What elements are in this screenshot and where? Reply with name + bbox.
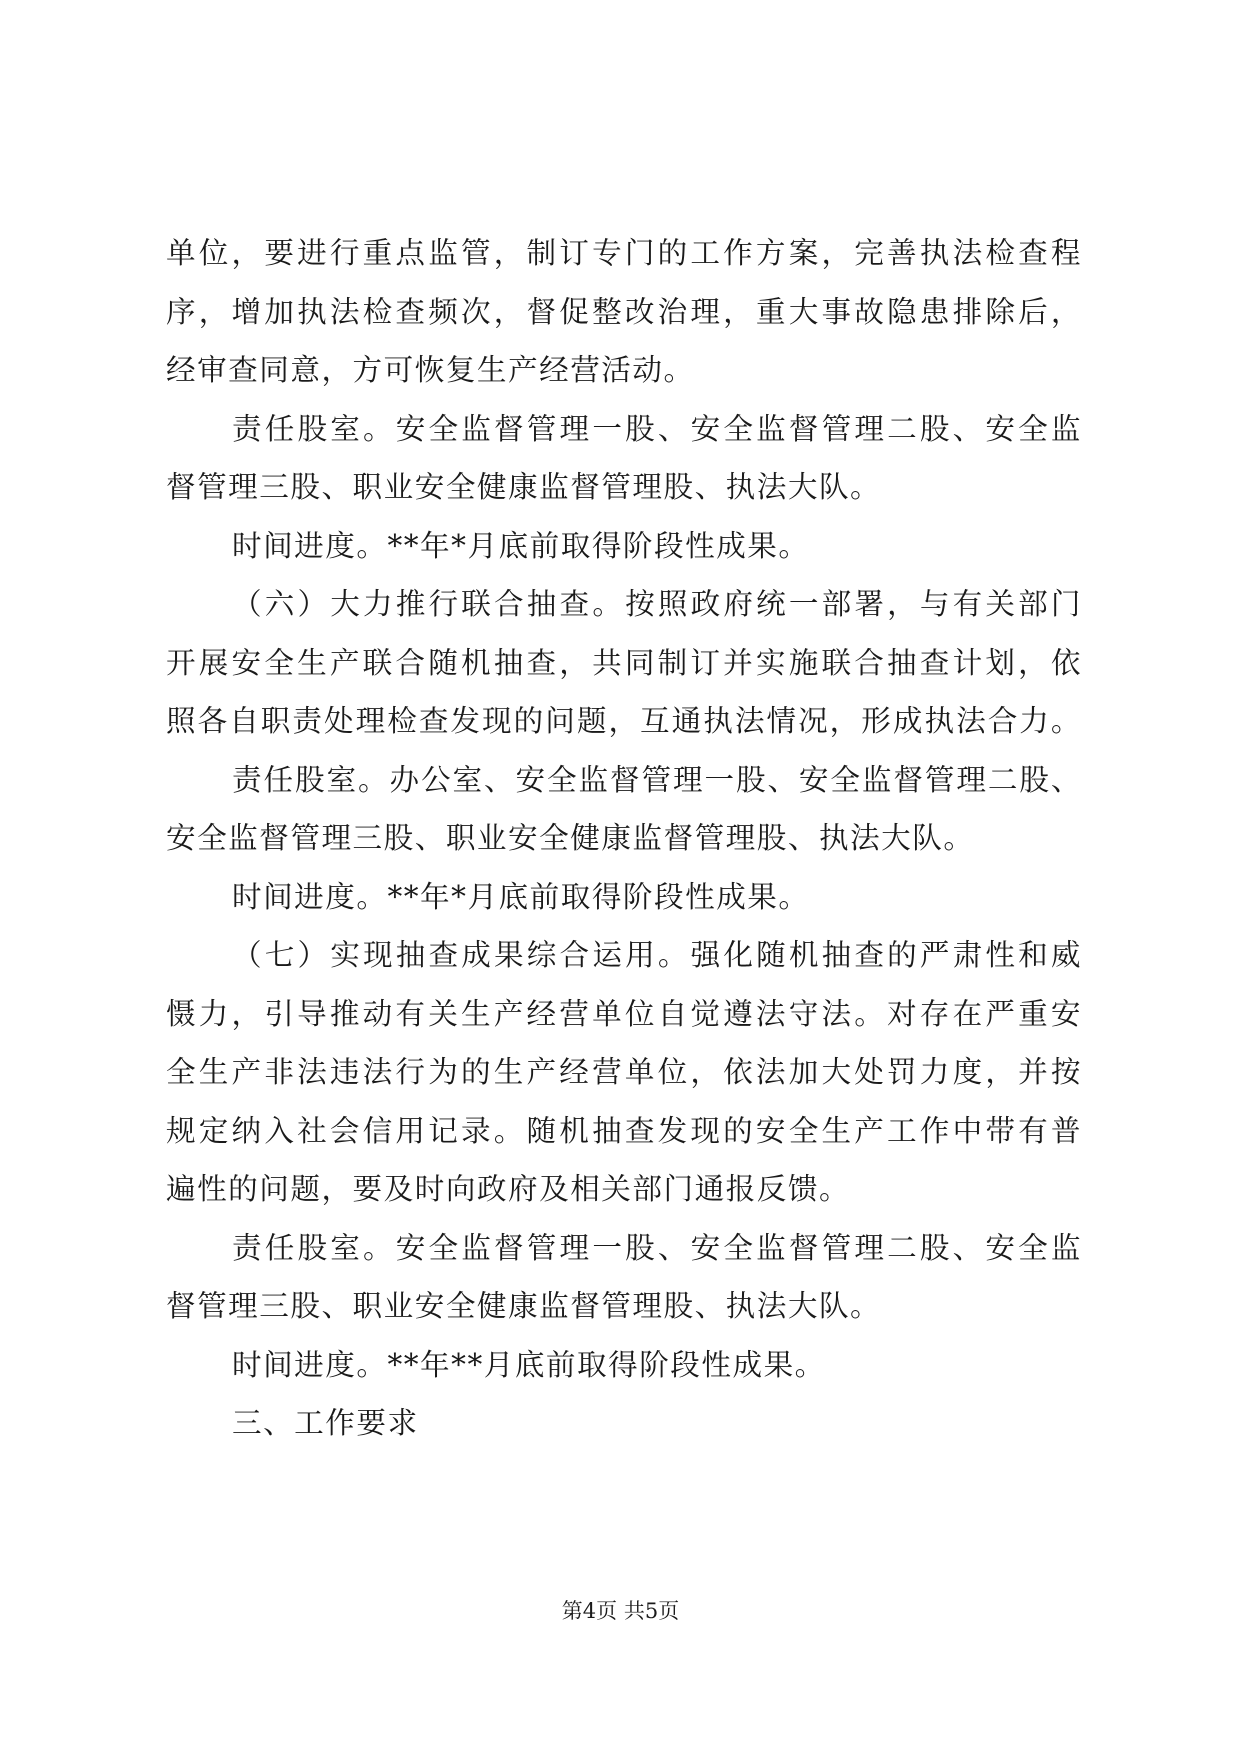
paragraph-line: 照各自职责处理检查发现的问题，互通执法情况，形成执法合力。 bbox=[166, 704, 1082, 738]
paragraph-line: （六）大力推行联合抽查。按照政府统一部署，与有关部门 bbox=[232, 587, 1082, 621]
paragraph-line: 时间进度。**年*月底前取得阶段性成果。 bbox=[232, 528, 810, 563]
paragraph-line: 经审查同意，方可恢复生产经营活动。 bbox=[166, 353, 695, 387]
document-body bbox=[166, 224, 1082, 1453]
paragraph-line: 遍性的问题，要及时向政府及相关部门通报反馈。 bbox=[166, 1172, 851, 1206]
paragraph-line: 单位，要进行重点监管，制订专门的工作方案，完善执法检查程 bbox=[166, 236, 1082, 270]
paragraph-line: 全生产非法违法行为的生产经营单位，依法加大处罚力度，并按 bbox=[166, 1055, 1082, 1089]
page-footer: 第4页 共5页 bbox=[561, 1599, 680, 1623]
paragraph-line: 安全监督管理三股、职业安全健康监督管理股、执法大队。 bbox=[166, 821, 975, 855]
paragraph-line: 督管理三股、职业安全健康监督管理股、执法大队。 bbox=[166, 470, 882, 504]
paragraph-line: 责任股室。办公室、安全监督管理一股、安全监督管理二股、 bbox=[232, 762, 1082, 797]
paragraph-line: 序，增加执法检查频次，督促整改治理，重大事故隐患排除后， bbox=[166, 294, 1082, 329]
paragraph-line: 三、工作要求 bbox=[232, 1406, 419, 1440]
paragraph-line: 慑力，引导推动有关生产经营单位自觉遵法守法。对存在严重安 bbox=[166, 996, 1082, 1031]
paragraph-line: 规定纳入社会信用记录。随机抽查发现的安全生产工作中带有普 bbox=[166, 1113, 1082, 1148]
paragraph-line: 时间进度。**年*月底前取得阶段性成果。 bbox=[232, 879, 810, 914]
paragraph-line: 时间进度。**年**月底前取得阶段性成果。 bbox=[232, 1347, 826, 1382]
paragraph-line: 责任股室。安全监督管理一股、安全监督管理二股、安全监 bbox=[232, 1230, 1082, 1265]
paragraph-line: 开展安全生产联合随机抽查，共同制订并实施联合抽查计划，依 bbox=[166, 645, 1082, 680]
paragraph-line: 责任股室。安全监督管理一股、安全监督管理二股、安全监 bbox=[232, 411, 1082, 446]
paragraph-line: （七）实现抽查成果综合运用。强化随机抽查的严肃性和威 bbox=[232, 938, 1082, 972]
paragraph-line: 督管理三股、职业安全健康监督管理股、执法大队。 bbox=[166, 1289, 882, 1323]
